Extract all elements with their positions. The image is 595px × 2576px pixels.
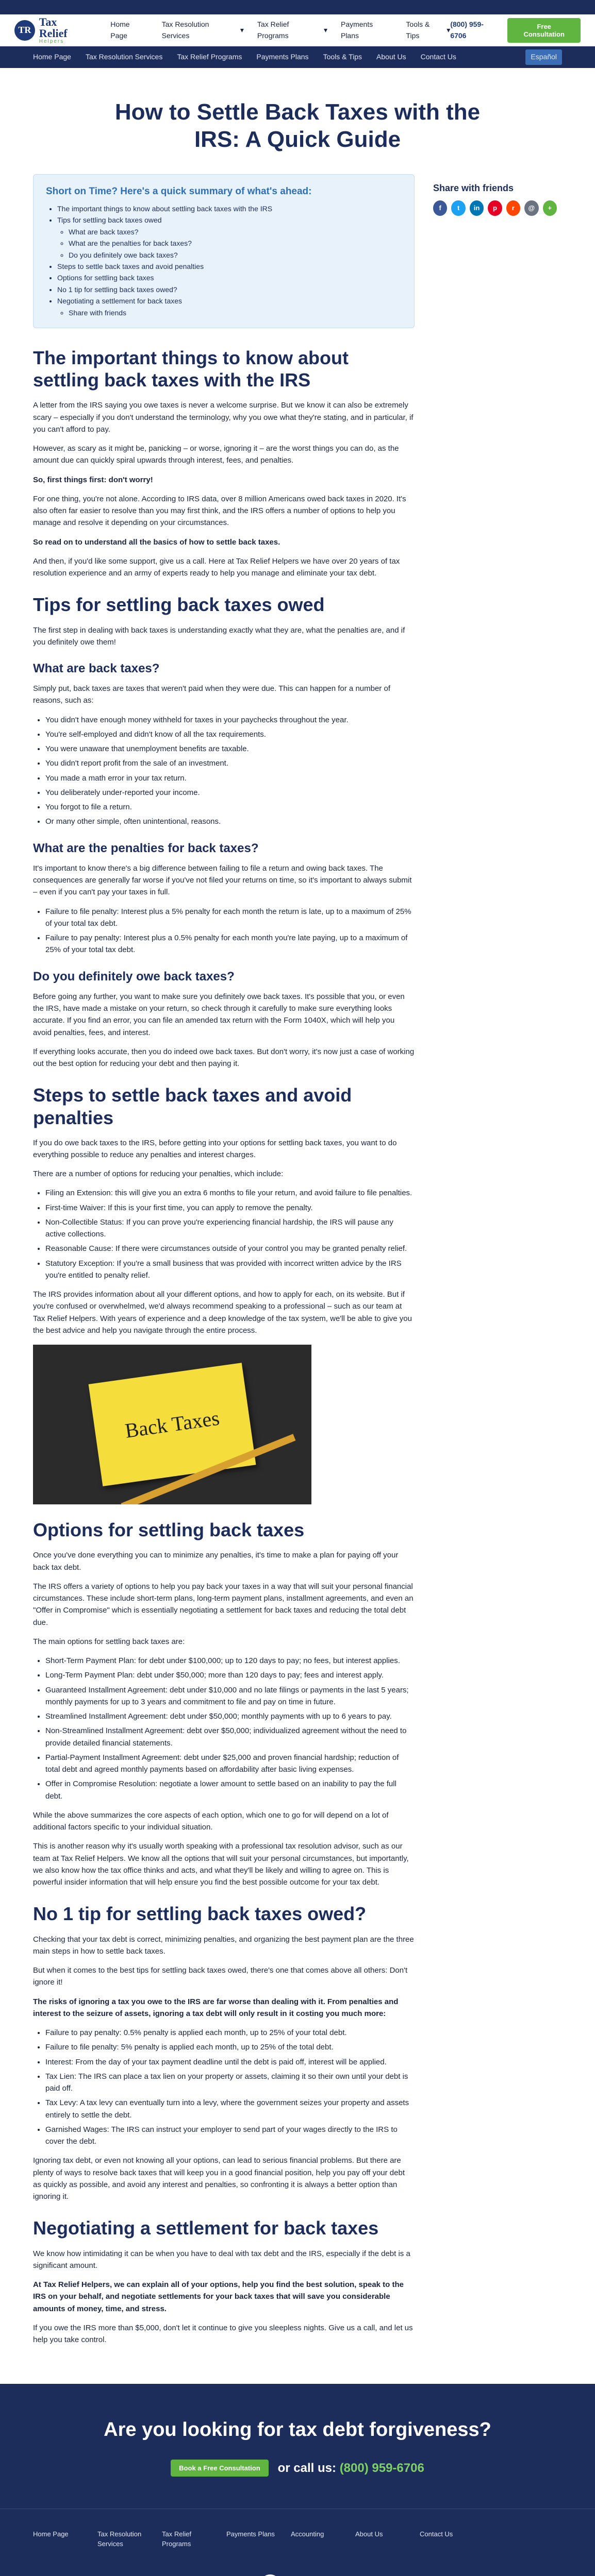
share-sidebar <box>433 174 557 2353</box>
linkedin-icon[interactable]: in <box>470 200 484 216</box>
logo-mark-icon: TR <box>14 20 35 41</box>
page-title: How to Settle Back Taxes with the IRS: A Quick Guide <box>114 99 481 152</box>
settlement-options-list <box>33 1655 415 1802</box>
list-item: • Filing an Extension: this will give you an extra 6 months to file your return, and avoid failure to file penalties. <box>45 1187 415 1199</box>
list-item: • Offer in Compromise Resolution: negotiate a lower amount to settle based on an inability to pay the full debt. <box>45 1778 415 1802</box>
section-heading: Steps to settle back taxes and avoid penalties <box>33 1084 352 1128</box>
list-item: • Reasonable Cause: If there were circumstances outside of your control you may be granted penalty relief. <box>45 1243 415 1255</box>
penalty-options-list <box>33 1187 415 1281</box>
toc-item[interactable]: • The important things to know about settling back taxes with the IRS <box>57 203 402 214</box>
list-item: • Or many other simple, often unintentional, reasons. <box>45 816 415 827</box>
paragraph: For one thing, you're not alone. According to IRS data, over 8 million Americans owed back taxes in 2020. It's also often far easier to resolve than you may first think, and the IRS offers a number of options to help you manage and resolve it depending on your circumstances. <box>33 494 406 528</box>
facebook-icon[interactable]: f <box>433 200 447 216</box>
toc-item[interactable] <box>57 214 402 261</box>
section-heading: The important things to know about settling back taxes with the IRS <box>33 347 349 391</box>
toc-title: Short on Time? Here's a quick summary of what's ahead: <box>46 185 312 197</box>
reddit-icon[interactable]: r <box>506 200 520 216</box>
nav-tax-resolution[interactable] <box>162 19 244 41</box>
cta-call <box>278 2459 424 2478</box>
subsection-heading: What are back taxes? <box>33 662 160 675</box>
list-item: • You were unaware that unemployment benefits are taxable. <box>45 743 415 755</box>
toc-subitem[interactable]: ◦ Do you definitely owe back taxes? <box>69 249 402 261</box>
list-item: • Garnished Wages: The IRS can instruct your employer to send part of your wages directly to the IRS to cover the debt. <box>45 2124 415 2148</box>
secondary-nav-contact[interactable]: Contact Us <box>420 53 456 61</box>
free-consultation-button[interactable]: Free Consultation <box>507 18 581 43</box>
logo-subtitle: Helpers <box>39 38 64 44</box>
penalties-list <box>33 906 415 956</box>
list-item: • Non-Collectible Status: If you can prove you're experiencing financial hardship, the IRS will pause any active collections. <box>45 1216 415 1241</box>
paragraph: The main options for settling back taxes are: <box>33 1637 185 1646</box>
cta-title: Are you looking for tax debt forgiveness? <box>104 2419 491 2441</box>
list-item: • Streamlined Installment Agreement: debt under $50,000; monthly payments with up to 6 years to pay. <box>45 1710 415 1722</box>
list-item: • Partial-Payment Installment Agreement: debt under $25,000 and proven financial hardship; reduction of total debt and agreed monthly payments based on affordability after basic living expenses. <box>45 1752 415 1776</box>
toc-subitem[interactable]: ◦ What are back taxes? <box>69 226 402 238</box>
secondary-nav-resolution[interactable]: Tax Resolution Services <box>85 53 163 61</box>
list-item: • You're self-employed and didn't know of all the tax requirements. <box>45 728 415 740</box>
top-strip <box>0 0 595 14</box>
chevron-down-icon: ▾ <box>447 25 451 34</box>
toc-subitem[interactable]: ◦ Share with friends <box>69 307 402 318</box>
paragraph: So read on to understand all the basics of how to settle back taxes. <box>33 537 280 547</box>
nav-tax-resolution-label: Tax Resolution Services <box>161 20 209 40</box>
logo-name: Tax Relief <box>39 15 68 40</box>
paragraph: If everything looks accurate, then you do indeed owe back taxes. But don't worry, it's now just a case of working out the best option for reducing your debt and then paying it. <box>33 1047 415 1069</box>
list-item: • Non-Streamlined Installment Agreement: debt over $50,000; individualized agreement without the need to provide detailed financial statements. <box>45 1725 415 1749</box>
toc-item-label: Negotiating a settlement for back taxes <box>57 297 183 306</box>
back-taxes-photo <box>33 1345 311 1504</box>
footer-nav <box>33 2530 562 2548</box>
paragraph: Simply put, back taxes are taxes that weren't paid when they were due. This can happen for a number of reasons, such as: <box>33 684 390 705</box>
nav-tax-relief-programs[interactable] <box>257 19 327 41</box>
footer-link[interactable]: Home Page <box>33 2530 69 2538</box>
list-item: • You deliberately under-reported your income. <box>45 787 415 799</box>
list-item: • First-time Waiver: If this is your first time, you can apply to remove the penalty. <box>45 1202 415 1214</box>
paragraph: Before going any further, you want to make sure you definitely owe back taxes. It's possible that you, or even the IRS, have made a mistake on your return, so check through it carefully to make sure everything looks accurate. If you find an error, you can file an amended tax return with the Form 1040X, which will help you avoid penalties, fees, and interest. <box>33 992 405 1037</box>
secondary-nav-programs[interactable]: Tax Relief Programs <box>177 53 242 61</box>
paragraph: While the above summarizes the core aspects of each option, which one to go for will depend on a lot of additional factors specific to your individual situation. <box>33 1810 389 1832</box>
footer-link[interactable]: Payments Plans <box>226 2530 275 2538</box>
paragraph: But when it comes to the best tips for settling back taxes owed, there's one that comes above all others: Don't ignore it! <box>33 1966 408 1987</box>
paragraph: A letter from the IRS saying you owe taxes is never a welcome surprise. But we know it can also be extremely scary – especially if you don't understand the terminology, why you owe what they're stating, and in particular, if you can't afford to pay. <box>33 401 414 434</box>
section-heading: No 1 tip for settling back taxes owed? <box>33 1903 367 1925</box>
nav-home[interactable]: Home Page <box>110 20 130 40</box>
list-item: • Tax Lien: The IRS can place a tax lien on your property or assets, claiming it so their own until your debt is paid off. <box>45 2071 415 2095</box>
paragraph: The first step in dealing with back taxes is understanding exactly what they are, what the penalties are, and if you definitely owe them! <box>33 625 405 647</box>
list-item: • Failure to file penalty: Interest plus a 5% penalty for each month the return is late, up to a maximum of 25% of your total tax debt. <box>45 906 415 930</box>
toc-item[interactable]: • No 1 tip for settling back taxes owed? <box>57 284 402 295</box>
list-item: • Failure to pay penalty: 0.5% penalty is applied each month, up to 25% of your total debt. <box>45 2027 415 2039</box>
paragraph: If you do owe back taxes to the IRS, before getting into your options for settling back taxes, you want to do everything possible to reduce any penalties and interest charges. <box>33 1138 397 1159</box>
paragraph: Once you've done everything you can to minimize any penalties, it's time to make a plan for paying off your back tax debt. <box>33 1551 399 1572</box>
book-consultation-button[interactable]: Book a Free Consultation <box>171 2460 268 2477</box>
nav-tools-tips-label: Tools & Tips <box>406 20 430 40</box>
paragraph: Ignoring tax debt, or even not knowing all your options, can lead to serious financial problems. But there are plenty of ways to resolve back taxes that will keep you in a good financial position, help you pay off your debt as quickly as possible, and avoid any interest and penalties, so confronting it is always a better option than ignoring it. <box>33 2156 405 2201</box>
nav-phone-link[interactable]: (800) 959-6706 <box>450 20 484 40</box>
paragraph: Checking that your tax debt is correct, minimizing penalties, and organizing the best payment plan are the three main steps in how to settle back taxes. <box>33 1935 414 1956</box>
list-item: • You forgot to file a return. <box>45 801 415 813</box>
paragraph: The risks of ignoring a tax you owe to the IRS are far worse than dealing with it. From penalties and interest to the seizure of assets, ignoring a tax debt will only result in it costing you much more: <box>33 1997 399 2018</box>
cta-phone-link[interactable]: (800) 959-6706 <box>339 2461 424 2476</box>
list-item: • Failure to file penalty: 5% penalty is applied each month, up to 25% of the total debt. <box>45 2041 415 2053</box>
nav-payment-plans[interactable]: Payments Plans <box>340 20 373 40</box>
share-title: Share with friends <box>433 182 514 193</box>
share-buttons <box>433 200 557 216</box>
paragraph: If you owe the IRS more than $5,000, don't let it continue to give you sleepless nights. Give us a call, and let us help you take control. <box>33 2323 413 2344</box>
footer-link[interactable]: Accounting <box>291 2530 324 2538</box>
secondary-nav-tools[interactable]: Tools & Tips <box>323 53 362 61</box>
nav-tools-tips[interactable] <box>406 19 450 41</box>
list-item: • Long-Term Payment Plan: debt under $50,000; more than 120 days to pay; fees and interest apply. <box>45 1669 415 1681</box>
toc-item[interactable]: • Steps to settle back taxes and avoid penalties <box>57 261 402 272</box>
list-item: • You didn't report profit from the sale of an investment. <box>45 757 415 769</box>
toc-item-label: Tips for settling back taxes owed <box>57 216 162 225</box>
nav-links <box>110 19 450 41</box>
subsection-heading: What are the penalties for back taxes? <box>33 841 259 855</box>
chevron-down-icon: ▾ <box>240 25 244 34</box>
secondary-nav-about[interactable]: About Us <box>376 53 406 61</box>
section-heading: Options for settling back taxes <box>33 1519 305 1541</box>
paragraph: This is another reason why it's usually worth speaking with a professional tax resolution advisor, such as our team at Tax Relief Helpers. We know all the options that will suit your personal circumstances, but importantly, we also know how the tax office thinks and acts, and what they'll be likely and willing to agree on. This is powerful insider information that will help ensure you find the best possible outcome for your tax debt. <box>33 1842 409 1887</box>
secondary-nav-home[interactable]: Home Page <box>33 53 71 61</box>
paragraph: However, as scary as it might be, panicking – or worse, ignoring it – are the worst things you can do, as the amount due can quickly spiral upwards through interest, fees, and penalties. <box>33 444 399 465</box>
secondary-nav <box>0 46 595 68</box>
list-item: • Guaranteed Installment Agreement: debt under $10,000 and no late filings or payments in the last 5 years; monthly payments for up to 3 years and commitment to file and pay on time in future. <box>45 1684 415 1708</box>
risks-list <box>33 2027 415 2147</box>
paragraph: And then, if you'd like some support, give us a call. Here at Tax Relief Helpers we have over 20 years of tax resolution experience and an army of experts ready to help you manage and eliminate your tax debt. <box>33 556 400 578</box>
toc-item[interactable] <box>57 295 402 318</box>
article-body <box>33 174 415 2353</box>
list-item: • Failure to pay penalty: Interest plus a 0.5% penalty for each month you're late paying, up to a maximum of 25% of your total tax debt. <box>45 932 415 956</box>
toc-item[interactable]: • Options for settling back taxes <box>57 272 402 283</box>
footer <box>0 2509 595 2576</box>
footer-link[interactable]: Contact Us <box>420 2530 453 2538</box>
section-heading: Negotiating a settlement for back taxes <box>33 2217 379 2239</box>
email-icon[interactable]: @ <box>524 200 538 216</box>
paragraph: So, first things first: don't worry! <box>33 475 153 484</box>
list-item: • Tax Levy: A tax levy can eventually turn into a levy, where the government seizes your property and assets entirely to settle the debt. <box>45 2097 415 2121</box>
paragraph: The IRS offers a variety of options to help you pay back your taxes in a way that will suit your personal financial circumstances. These include short-term plans, long-term payment plans, installment agreements, and even an "Offer in Compromise" which is essentially negotiating a settlement for back taxes and reducing the total debt due. <box>33 1582 414 1627</box>
section-heading: Tips for settling back taxes owed <box>33 594 325 616</box>
secondary-nav-payments[interactable]: Payments Plans <box>256 53 309 61</box>
pinterest-icon[interactable]: p <box>488 200 502 216</box>
subsection-heading: Do you definitely owe back taxes? <box>33 969 235 984</box>
twitter-icon[interactable]: t <box>451 200 465 216</box>
footer-link[interactable]: About Us <box>355 2530 383 2538</box>
more-share-icon[interactable]: + <box>543 200 557 216</box>
list-item: • You made a math error in your tax return. <box>45 772 415 784</box>
paragraph: There are a number of options for reducing your penalties, which include: <box>33 1170 284 1179</box>
paragraph: The IRS provides information about all your different options, and how to apply for each, on its website. But if you're confused or overwhelmed, we'd always recommend speaking to a professional – such as our team at Tax Relief Helpers. With years of experience and a deep knowledge of the tax system, we'll be able to give you the best advice and help you navigate through the entire process. <box>33 1290 412 1335</box>
cta-call-label: or call us: <box>277 2461 337 2476</box>
paragraph: At Tax Relief Helpers, we can explain all of your options, help you find the best solution, speak to the IRS on your behalf, and negotiate settlements for your back taxes that will save you considerable amounts of money, time, and stress. <box>33 2280 404 2313</box>
chevron-down-icon: ▾ <box>323 25 327 34</box>
spanish-language-button[interactable]: Español <box>525 49 562 65</box>
toc-subitem[interactable]: ◦ What are the penalties for back taxes? <box>69 238 402 249</box>
list-item: • Statutory Exception: If you're a small business that was provided with incorrect written advice by the IRS you're entitled to penalty relief. <box>45 1258 415 1282</box>
paragraph: We know how intimidating it can be when you have to deal with tax debt and the IRS, especially if the debt is a significant amount. <box>33 2249 410 2270</box>
footer-link[interactable]: Tax Resolution Services <box>97 2530 142 2548</box>
site-logo[interactable] <box>14 16 88 44</box>
list-item: • Interest: From the day of your tax payment deadline until the debt is paid off, interest will be applied. <box>45 2056 415 2068</box>
table-of-contents <box>33 174 415 328</box>
list-item: • Short-Term Payment Plan: for debt under $100,000; up to 120 days to pay; no fees, but interest applies. <box>45 1655 415 1667</box>
nav-tax-relief-label: Tax Relief Programs <box>257 20 289 40</box>
list-item: • You didn't have enough money withheld for taxes in your paychecks throughout the year. <box>45 714 415 726</box>
footer-link[interactable]: Tax Relief Programs <box>162 2530 192 2548</box>
sticky-note: Back Taxes <box>89 1363 256 1486</box>
cta-banner <box>0 2384 595 2509</box>
main-nav <box>0 14 595 46</box>
paragraph: It's important to know there's a big difference between failing to file a return and owing back taxes. The consequences are generally far worse if you've not filed your returns on time, so it's important to always submit – even if you can't pay your taxes in full. <box>33 863 412 897</box>
back-tax-reasons-list <box>33 714 415 828</box>
